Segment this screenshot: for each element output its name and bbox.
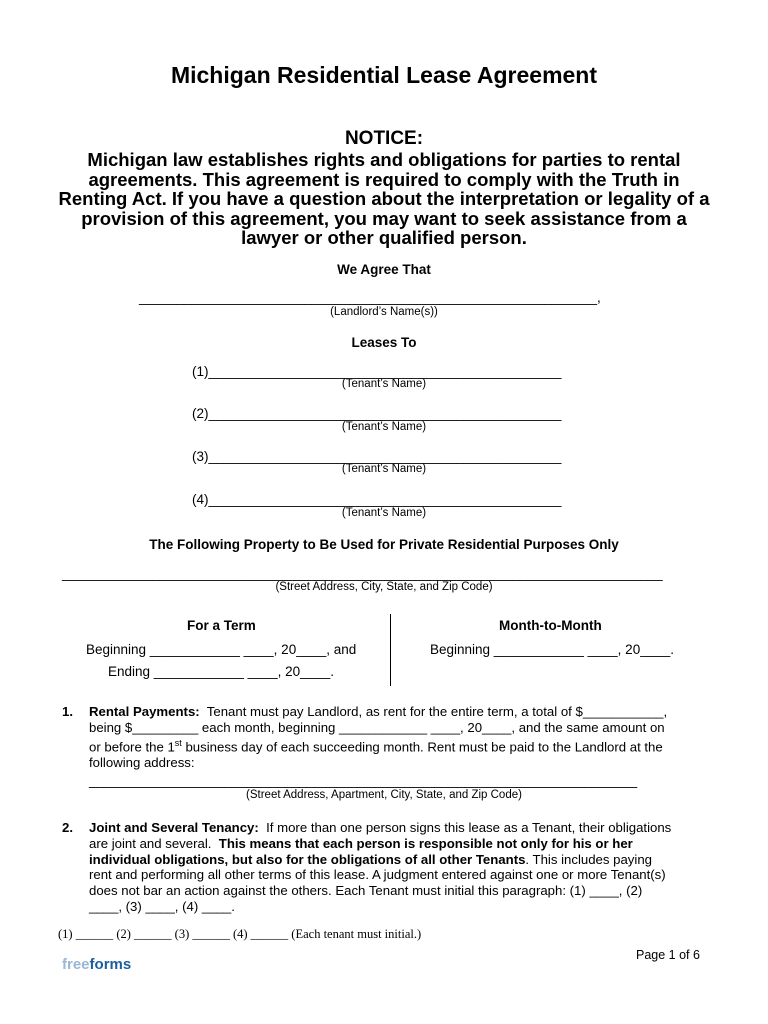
notice-heading: NOTICE: [344, 128, 424, 149]
tenant-3-caption: (Tenant’s Name) [341, 463, 427, 475]
section-2-body: Joint and Several Tenancy: If more than one person signs this lease as a Tenant, their obligations are joint and several. This means that each person is responsible not only for his or her individual obligations, but also for the obligations of all other Tenants. This includes paying rent and performing all other terms of this lease. A judgment entered against one or more Tenant(s) does not bar an action against the others. Each Tenant must initial this paragraph: (1) ____, (2) ____, (3) ____, (4) ____. [89, 820, 729, 915]
initials-footer[interactable]: (1) ______ (2) ______ (3) ______ (4) ______ (Each tenant must initial.) [58, 927, 422, 941]
property-heading: The Following Property to Be Used for Private Residential Purposes Only [149, 537, 619, 552]
we-agree-heading: We Agree That [337, 262, 431, 277]
landlord-name-field[interactable]: _____________________________________________________________, [139, 290, 601, 305]
freeforms-logo: freeforms [62, 956, 132, 973]
section-1-line2: being $_________ each month, beginning ____________ ____, 20____, and the same amount on [89, 719, 665, 735]
section-1-number: 1. [62, 704, 73, 719]
term-beginning-field[interactable]: Beginning ____________ ____, 20____, and [86, 642, 357, 657]
month-beginning-field[interactable]: Beginning ____________ ____, 20____. [430, 642, 674, 657]
section-2-number: 2. [62, 820, 73, 835]
month-heading: Month-to-Month [499, 618, 602, 633]
section-1-line1: Tenant must pay Landlord, as rent for the entire term, a total of $___________, [206, 704, 668, 719]
section-1-heading: Rental Payments: [89, 704, 200, 719]
tenant-1-field[interactable]: (1)_______________________________________________ [192, 364, 562, 379]
property-address-field[interactable]: ________________________________________________________________________________ [62, 566, 663, 581]
payment-address-caption: (Street Address, Apartment, City, State, and Zip Code) [246, 789, 522, 801]
page-number: Page 1 of 6 [636, 948, 700, 962]
tenant-3-field[interactable]: (3)_______________________________________________ [192, 449, 562, 464]
document-title: Michigan Residential Lease Agreement [170, 62, 598, 88]
property-caption: (Street Address, City, State, and Zip Code) [275, 581, 493, 593]
section-2-heading: Joint and Several Tenancy: [89, 820, 259, 835]
section-1-line4: following address: [89, 754, 195, 770]
term-ending-field[interactable]: Ending ____________ ____, 20____. [108, 664, 334, 679]
section-1-line3: business day of each succeeding month. Rent must be paid to the Landlord at the [185, 738, 663, 754]
landlord-caption: (Landlord’s Name(s)) [330, 306, 438, 318]
tenant-4-caption: (Tenant’s Name) [341, 507, 427, 519]
column-divider [390, 614, 391, 686]
tenant-4-field[interactable]: (4)_______________________________________________ [192, 492, 562, 507]
term-heading: For a Term [187, 618, 256, 633]
section-1-body: Rental Payments: Tenant must pay Landlord, as rent for the entire term, a total of $___________, being $_________ each month, beginning ____________ ____, 20____, and the same amount on or before the 1st business day of each succeeding month. Rent must be paid to the Landlord at the following address: [89, 704, 729, 771]
payment-address-field[interactable]: _________________________________________________________________________ [89, 773, 638, 788]
tenant-1-caption: (Tenant’s Name) [341, 378, 427, 390]
leases-to-heading: Leases To [351, 335, 417, 350]
tenant-2-field[interactable]: (2)_______________________________________________ [192, 406, 562, 421]
notice-text: Michigan law establishes rights and obligations for parties to rental agreements. This agreement is required to comply with the Truth in Renting Act. If you have a question about the interpretation or legality of a provision of this agreement, you may want to seek assistance from a lawyer or other qualified person. [58, 149, 710, 248]
section-2-initials[interactable]: ____, (3) ____, (4) ____. [89, 898, 235, 914]
tenant-2-caption: (Tenant’s Name) [341, 421, 427, 433]
